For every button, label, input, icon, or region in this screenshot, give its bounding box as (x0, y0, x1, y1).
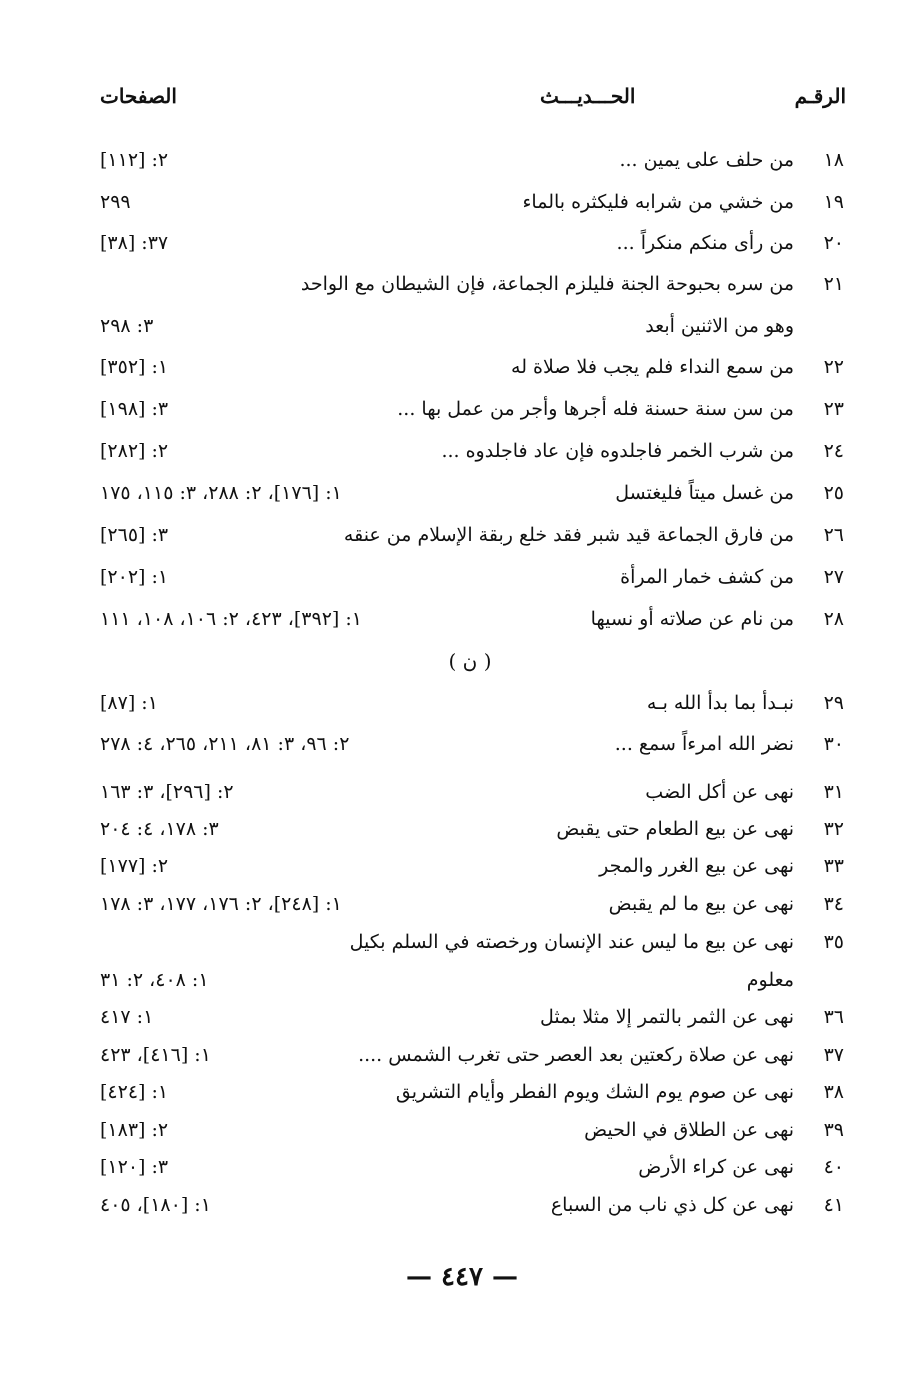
table-row (0, 185, 912, 219)
row-number: ٣٣ (823, 855, 844, 877)
table-row (0, 350, 912, 384)
row-pages: ٣٧: [٣٨] (100, 232, 169, 254)
row-hadith-text: نهى عن أكل الضب (645, 781, 794, 803)
table-row (0, 1150, 912, 1184)
row-number: ٢٠ (823, 232, 844, 254)
row-pages: ١: [٣٥٢] (100, 356, 169, 378)
row-hadith-text: من غسل ميتاً فليغتسل (615, 482, 794, 504)
row-pages: ٢: [٢٩٦]، ٣: ١٦٣ (100, 781, 234, 803)
table-row (0, 925, 912, 959)
row-hadith-text: نهى عن بيع ما ليس عند الإنسان ورخصته في السلم بكيل (349, 931, 794, 953)
row-number: ٣٢ (823, 818, 844, 840)
table-row (0, 267, 912, 301)
row-number: ٣٥ (823, 931, 844, 953)
row-number: ٢١ (823, 273, 844, 295)
row-hadith-text: نبـدأ بما بدأ الله بـه (646, 692, 794, 714)
row-pages: ١: [٣٩٢]، ٤٢٣، ٢: ١٠٦، ١٠٨، ١١١ (100, 608, 362, 630)
table-row (0, 1113, 912, 1147)
table-row (0, 1075, 912, 1109)
row-hadith-text: نهى عن الثمر بالتمر إلا مثلا بمثل (539, 1006, 794, 1028)
table-row (0, 143, 912, 177)
row-pages: ٢: [١٨٣] (100, 1119, 169, 1141)
table-row (0, 602, 912, 636)
row-pages: ٢: [١١٢] (100, 149, 169, 171)
row-pages: ١: [٢٠٢] (100, 566, 169, 588)
table-row (0, 226, 912, 260)
row-number: ٢٥ (823, 482, 844, 504)
table-row (0, 887, 912, 921)
row-hadith-text: نهى عن صلاة ركعتين بعد العصر حتى تغرب الشمس .... (358, 1044, 794, 1066)
row-hadith-text: نهى عن كل ذي ناب من السباع (550, 1194, 794, 1216)
row-number: ١٨ (823, 149, 844, 171)
row-number: ٢٧ (823, 566, 844, 588)
row-hadith-text: من فارق الجماعة قيد شبر فقد خلع ربقة الإسلام من عنقه (343, 524, 794, 546)
header-pages: الصفحات (100, 84, 177, 108)
row-hadith-text: من سمع النداء فلم يجب فلا صلاة له (511, 356, 794, 378)
row-pages: ٣: [٢٦٥] (100, 524, 169, 546)
page-number-footer (0, 1262, 912, 1292)
row-number: ٢٩ (823, 692, 844, 714)
row-number: ٤٠ (823, 1156, 844, 1178)
row-hadith-text: من سره بحبوحة الجنة فليلزم الجماعة، فإن الشيطان مع الواحد (300, 273, 794, 295)
section-letter-heading (0, 644, 912, 678)
row-pages: ١: [٤٢٤] (100, 1081, 169, 1103)
row-hadith-text: من رأى منكم منكراً ... (616, 232, 794, 254)
row-number: ٣٧ (823, 1044, 844, 1066)
table-row-continuation (0, 309, 912, 343)
table-row (0, 560, 912, 594)
row-hadith-text: وهو من الاثنين أبعد (645, 315, 794, 337)
row-hadith-text: نضر الله امرءاً سمع ... (614, 733, 794, 755)
row-number: ٢٢ (823, 356, 844, 378)
table-row (0, 812, 912, 846)
row-hadith-text: من نام عن صلاته أو نسيها (590, 608, 794, 630)
row-number: ٢٦ (823, 524, 844, 546)
table-row (0, 1038, 912, 1072)
row-number: ٣٩ (823, 1119, 844, 1141)
row-pages: ٢: ٩٦، ٣: ٨١، ٢١١، ٢٦٥، ٤: ٢٧٨ (100, 733, 350, 755)
row-pages: ١: [١٨٠]، ٤٠٥ (100, 1194, 211, 1216)
row-hadith-text: نهى عن بيع الغرر والمجر (599, 855, 794, 877)
section-letter: ( ن ) (448, 649, 492, 673)
row-number: ٣٤ (823, 893, 844, 915)
row-number: ٢٣ (823, 398, 844, 420)
row-number: ٣٨ (823, 1081, 844, 1103)
row-hadith-text: من كشف خمار المرأة (620, 566, 794, 588)
row-hadith-text: من شرب الخمر فاجلدوه فإن عاد فاجلدوه ... (441, 440, 794, 462)
table-header (0, 84, 912, 118)
table-row (0, 727, 912, 761)
row-pages: ٢: [٢٨٢] (100, 440, 169, 462)
row-hadith-text: نهى عن الطلاق في الحيض (584, 1119, 794, 1141)
row-number: ٣٠ (823, 733, 844, 755)
row-pages: ٣: ٢٩٨ (100, 315, 154, 337)
row-hadith-text: معلوم (746, 969, 794, 991)
table-row (0, 686, 912, 720)
table-row (0, 518, 912, 552)
row-number: ٤١ (823, 1194, 844, 1216)
row-pages: ٢: [١٧٧] (100, 855, 169, 877)
row-pages: ٣: ١٧٨، ٤: ٢٠٤ (100, 818, 219, 840)
row-number: ١٩ (823, 191, 844, 213)
table-row (0, 434, 912, 468)
row-hadith-text: نهى عن بيع ما لم يقبض (608, 893, 794, 915)
row-hadith-text: نهى عن بيع الطعام حتى يقبض (556, 818, 794, 840)
row-pages: ٣: [١٩٨] (100, 398, 169, 420)
row-hadith-text: من سن سنة حسنة فله أجرها وأجر من عمل بها ... (397, 398, 794, 420)
row-number: ٣٦ (823, 1006, 844, 1028)
row-pages: ١: ٤١٧ (100, 1006, 154, 1028)
row-number: ٣١ (823, 781, 844, 803)
row-hadith-text: من حلف على يمين ... (619, 149, 794, 171)
table-row (0, 1188, 912, 1222)
row-number: ٢٤ (823, 440, 844, 462)
table-row (0, 775, 912, 809)
row-hadith-text: نهى عن صوم يوم الشك ويوم الفطر وأيام التشريق (395, 1081, 794, 1103)
row-pages: ٣: [١٢٠] (100, 1156, 169, 1178)
row-pages: ١: [٤١٦]، ٤٢٣ (100, 1044, 211, 1066)
row-pages: ١: [٨٧] (100, 692, 158, 714)
row-pages: ١: [١٧٦]، ٢: ٢٨٨، ٣: ١١٥، ١٧٥ (100, 482, 342, 504)
table-row (0, 392, 912, 426)
row-pages: ١: [٢٤٨]، ٢: ١٧٦، ١٧٧، ٣: ١٧٨ (100, 893, 342, 915)
row-hadith-text: نهى عن كراء الأرض (638, 1156, 794, 1178)
header-hadith: الحـــديـــث (540, 84, 636, 108)
table-row (0, 476, 912, 510)
row-number: ٢٨ (823, 608, 844, 630)
table-row-continuation (0, 963, 912, 997)
row-pages: ٢٩٩ (100, 191, 131, 213)
header-number: الرقـم (794, 84, 846, 108)
page-number: — ٤٤٧ — (405, 1262, 519, 1292)
row-pages: ١: ٤٠٨، ٢: ٣١ (100, 969, 209, 991)
table-row (0, 849, 912, 883)
table-row (0, 1000, 912, 1034)
row-hadith-text: من خشي من شرابه فليكثره بالماء (522, 191, 794, 213)
